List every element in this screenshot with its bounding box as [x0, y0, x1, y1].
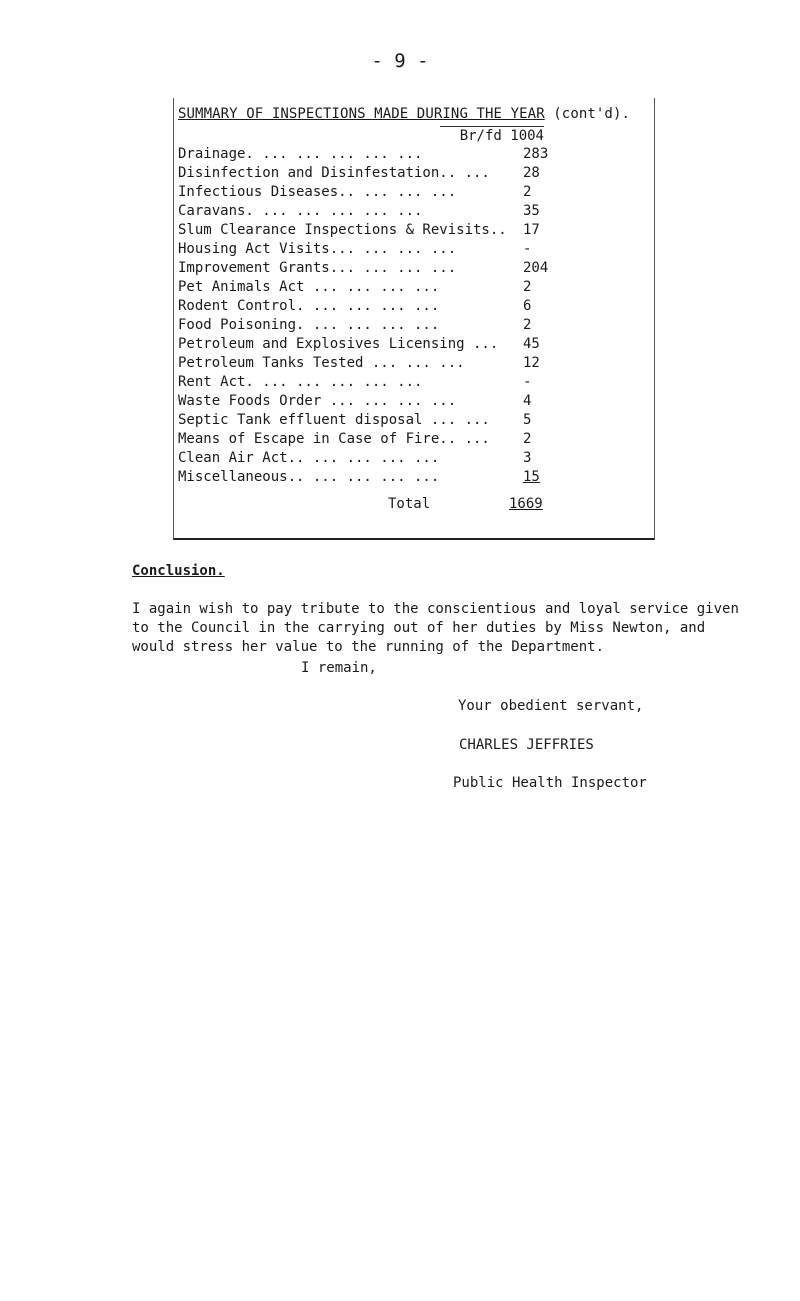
row-label: Caravans. ... ... ... ... ... — [178, 203, 423, 219]
row-label: Disinfection and Disinfestation.. ... — [178, 165, 490, 181]
row-value: - — [523, 241, 532, 257]
row-value: 17 — [523, 222, 540, 238]
summary-heading-suffix: (cont'd). — [544, 106, 631, 122]
page-number: - 9 - — [371, 50, 429, 72]
row-label: Rent Act. ... ... ... ... ... — [178, 374, 423, 390]
row-value: 283 — [523, 146, 549, 162]
row-value: 45 — [523, 336, 540, 352]
table-row — [178, 221, 598, 240]
table-row — [178, 240, 598, 259]
row-label: Petroleum and Explosives Licensing ... — [178, 336, 499, 352]
row-value: 5 — [523, 412, 532, 428]
table-row — [178, 468, 598, 487]
row-label: Infectious Diseases.. ... ... ... — [178, 184, 457, 200]
row-value: - — [523, 374, 532, 390]
table-row — [178, 373, 598, 392]
row-label: Improvement Grants... ... ... ... — [178, 260, 457, 276]
table-row — [178, 202, 598, 221]
column-header: Br/fd 1004 — [440, 126, 544, 144]
closing-line: Your obedient servant, — [458, 698, 644, 714]
conclusion-paragraph — [132, 600, 739, 657]
row-label: Septic Tank effluent disposal ... ... — [178, 412, 490, 428]
row-value: 6 — [523, 298, 532, 314]
signature-title: Public Health Inspector — [453, 775, 647, 791]
table-row — [178, 335, 598, 354]
row-value: 15 — [523, 469, 540, 485]
row-value: 204 — [523, 260, 549, 276]
table-row — [178, 354, 598, 373]
table-row — [178, 411, 598, 430]
row-label: Petroleum Tanks Tested ... ... ... — [178, 355, 465, 371]
signature-name: CHARLES JEFFRIES — [459, 737, 594, 753]
total-label: Total — [388, 496, 431, 512]
table-row — [178, 145, 598, 164]
paragraph-line: would stress her value to the running of the Department. — [132, 639, 605, 655]
row-label: Rodent Control. ... ... ... ... — [178, 298, 440, 314]
table-row — [178, 449, 598, 468]
conclusion-heading: Conclusion. — [132, 563, 225, 579]
table-row — [178, 278, 598, 297]
row-label: Clean Air Act.. ... ... ... ... — [178, 450, 440, 466]
row-value: 28 — [523, 165, 540, 181]
row-label: Means of Escape in Case of Fire.. ... — [178, 431, 490, 447]
row-label: Pet Animals Act ... ... ... ... — [178, 279, 440, 295]
paragraph-line: I again wish to pay tribute to the conscientious and loyal service given — [132, 601, 739, 617]
table-row — [178, 316, 598, 335]
table-row — [178, 392, 598, 411]
row-label: Housing Act Visits... ... ... ... — [178, 241, 457, 257]
row-value: 2 — [523, 431, 532, 447]
row-label: Miscellaneous.. ... ... ... ... — [178, 469, 440, 485]
table-row — [178, 297, 598, 316]
row-value: 2 — [523, 279, 532, 295]
summary-heading-main: SUMMARY OF INSPECTIONS MADE DURING THE YEAR — [178, 106, 545, 122]
row-label: Food Poisoning. ... ... ... ... — [178, 317, 440, 333]
row-label: Slum Clearance Inspections & Revisits.. — [178, 222, 507, 238]
remain-line: I remain, — [301, 660, 377, 676]
row-value: 2 — [523, 317, 532, 333]
row-label: Drainage. ... ... ... ... ... — [178, 146, 423, 162]
table-row — [178, 164, 598, 183]
row-value: 4 — [523, 393, 532, 409]
row-value: 35 — [523, 203, 540, 219]
table-row — [178, 430, 598, 449]
row-value: 12 — [523, 355, 540, 371]
row-value: 3 — [523, 450, 532, 466]
summary-rows — [178, 145, 598, 487]
row-label: Waste Foods Order ... ... ... ... — [178, 393, 457, 409]
table-row — [178, 259, 598, 278]
total-value: 1669 — [509, 496, 543, 512]
table-row — [178, 183, 598, 202]
summary-heading — [178, 106, 630, 122]
row-value: 2 — [523, 184, 532, 200]
paragraph-line: to the Council in the carrying out of her duties by Miss Newton, and — [132, 620, 706, 636]
